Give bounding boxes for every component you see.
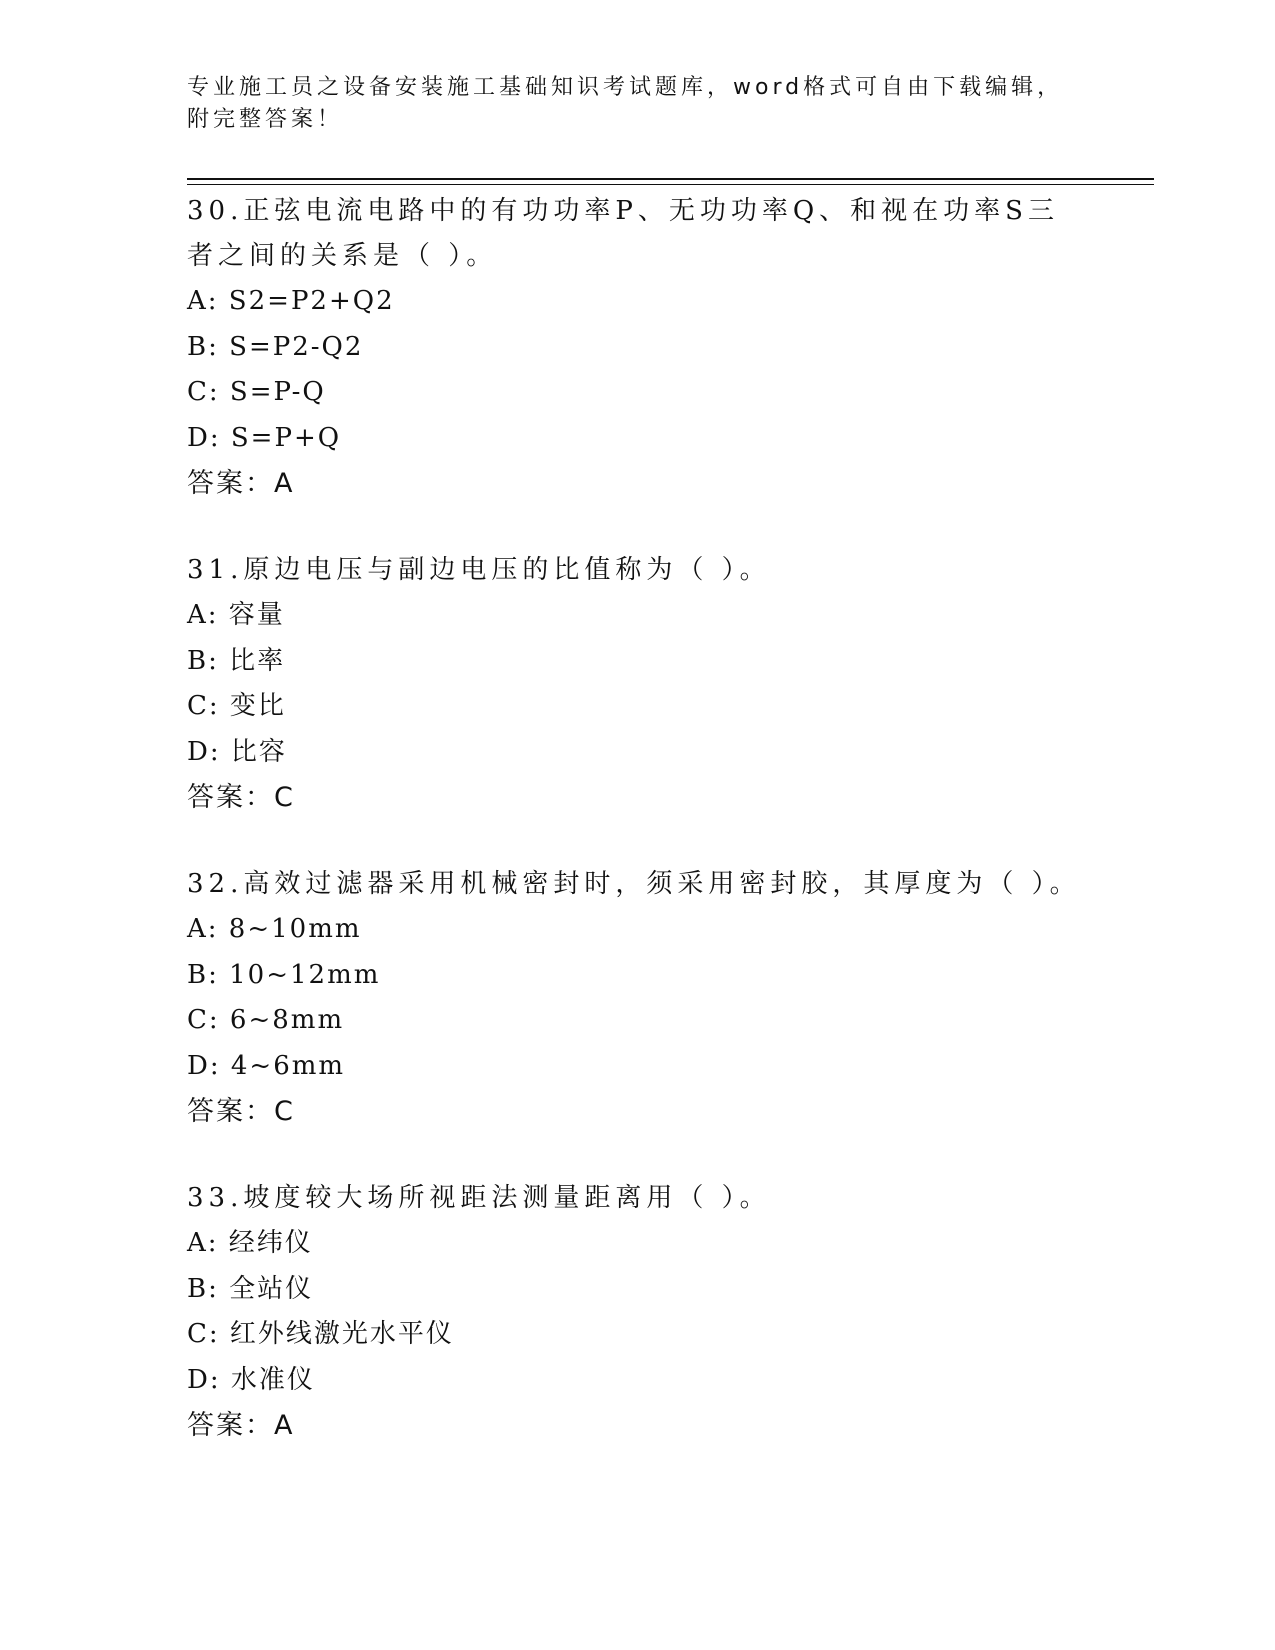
- question-stem: 31.原边电压与副边电压的比值称为（ ）。: [187, 555, 771, 585]
- question-30: [187, 189, 1087, 506]
- option-b: B: 比率: [187, 645, 286, 676]
- option-a: A: 经纬仪: [187, 1228, 313, 1258]
- answer-line: 答案：A: [187, 1410, 295, 1441]
- option-a: A: 容量: [187, 600, 285, 630]
- answer-line: 答案：C: [187, 782, 295, 813]
- answer-line: 答案：A: [187, 468, 295, 499]
- question-33: [187, 1176, 1087, 1448]
- option-b: B: S=P2-Q2: [187, 331, 364, 362]
- question-32: [187, 862, 1087, 1134]
- option-d: D: 4~6mm: [187, 1050, 346, 1081]
- header-divider-thin: [187, 184, 1154, 185]
- question-stem: 32.高效过滤器采用机械密封时，须采用密封胶，其厚度为（ ）。: [187, 869, 1081, 899]
- question-stem: 30.正弦电流电路中的有功功率P、无功功率Q、和视在功率S三者之间的关系是（ ）。: [187, 196, 1059, 271]
- option-b: B: 10~12mm: [187, 959, 381, 990]
- option-a: A: 8~10mm: [187, 914, 362, 944]
- document-header: 专业施工员之设备安装施工基础知识考试题库，word格式可自由下载编辑，附完整答案！: [187, 75, 1064, 132]
- option-b: B: 全站仪: [187, 1273, 314, 1304]
- option-d: D: S=P+Q: [187, 422, 342, 453]
- question-list: [187, 189, 1087, 1448]
- option-d: D: 比容: [187, 736, 287, 767]
- option-c: C: 6~8mm: [187, 1005, 345, 1035]
- option-a: A: S2=P2+Q2: [187, 286, 395, 316]
- option-c: C: S=P-Q: [187, 377, 326, 407]
- answer-line: 答案：C: [187, 1096, 295, 1127]
- option-d: D: 水准仪: [187, 1364, 315, 1395]
- option-c: C: 变比: [187, 691, 286, 721]
- header-divider-thick: [187, 178, 1154, 180]
- question-31: [187, 548, 1087, 820]
- question-stem: 33.坡度较大场所视距法测量距离用（ ）。: [187, 1183, 771, 1213]
- option-c: C: 红外线激光水平仪: [187, 1319, 454, 1349]
